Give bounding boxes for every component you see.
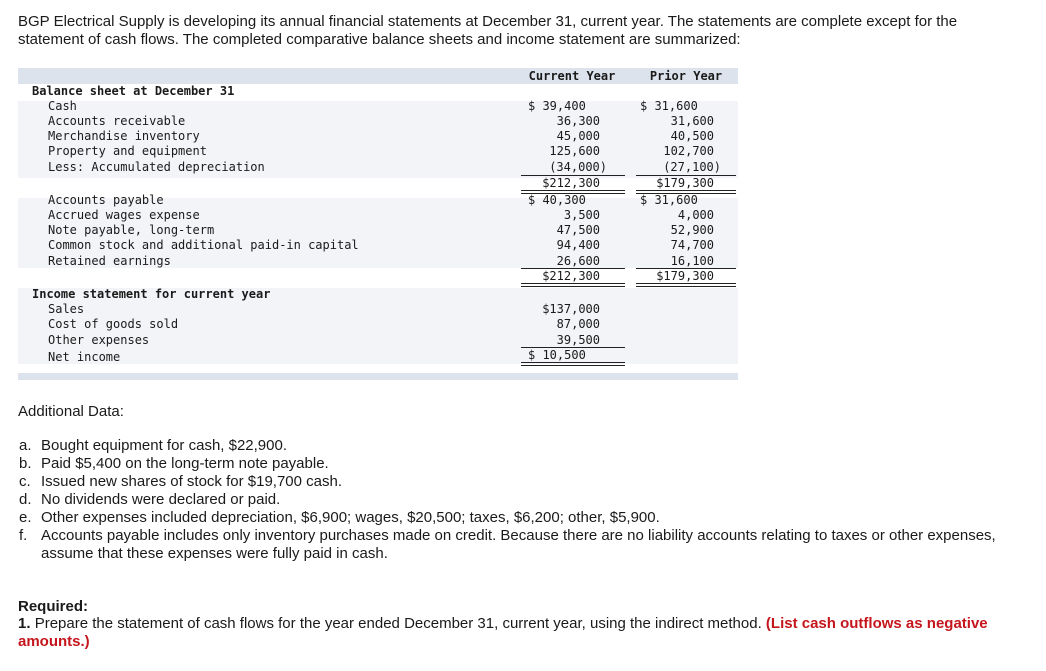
list-item: d. No dividends were declared or paid. — [19, 491, 281, 508]
row-label-cogs: Cost of goods sold — [48, 317, 179, 331]
row-label-accounts-receivable: Accounts receivable — [48, 114, 186, 128]
value-re-current: 26,600 — [556, 254, 600, 268]
row-label-other-expenses: Other expenses — [48, 333, 150, 347]
list-item: a. Bought equipment for cash, $22,900. — [19, 437, 288, 454]
list-item: f. Accounts payable includes only inventory purchases made on credit. Because there are no liability accounts relating to taxes or other expenses, assume that these expenses were fully paid in cash. — [19, 527, 996, 562]
value-ppe-prior: 102,700 — [663, 144, 714, 158]
value-total-liabilities-prior: $179,300 — [656, 269, 714, 283]
table-header-band — [18, 68, 738, 84]
value-total-liabilities-current: $212,300 — [542, 269, 600, 283]
list-item: b. Paid $5,400 on the long-term note payable. — [19, 455, 329, 472]
value-re-prior: 16,100 — [670, 254, 714, 268]
balance-sheet-heading: Balance sheet at December 31 — [32, 84, 235, 98]
total-double-rule — [521, 283, 625, 287]
additional-data-list — [18, 437, 1018, 563]
value-ar-prior: 31,600 — [670, 114, 714, 128]
value-wages-current: 3,500 — [563, 208, 600, 222]
value-ap-prior: $ 31,600 — [640, 193, 698, 207]
value-other-expenses: 39,500 — [556, 333, 600, 347]
row-label-net-income: Net income — [48, 350, 121, 364]
column-header-current-year: Current Year — [528, 69, 616, 83]
total-double-rule — [636, 283, 736, 287]
row-label-common-stock: Common stock and additional paid-in capital — [48, 238, 359, 252]
value-accum-dep-prior: (27,100) — [663, 160, 721, 174]
value-stock-current: 94,400 — [556, 238, 600, 252]
table-footer-band — [18, 373, 738, 380]
row-label-accrued-wages: Accrued wages expense — [48, 208, 200, 222]
value-wages-prior: 4,000 — [677, 208, 714, 222]
value-ppe-current: 125,600 — [549, 144, 600, 158]
value-cash-prior: $ 31,600 — [640, 99, 698, 113]
row-label-accumulated-depreciation: Less: Accumulated depreciation — [48, 160, 265, 174]
value-ar-current: 36,300 — [556, 114, 600, 128]
value-net-income: $ 10,500 — [528, 348, 586, 362]
total-double-rule — [521, 362, 625, 366]
list-item: c. Issued new shares of stock for $19,700 cash. — [19, 473, 343, 490]
required-number: 1. — [18, 615, 31, 632]
value-total-assets-current: $212,300 — [542, 176, 600, 190]
value-inventory-current: 45,000 — [556, 129, 600, 143]
row-label-cash: Cash — [48, 99, 77, 113]
row-label-sales: Sales — [48, 302, 85, 316]
value-accum-dep-current: (34,000) — [549, 160, 607, 174]
required-note: (List cash outflows as negative amounts.) — [18, 615, 988, 650]
income-statement-heading: Income statement for current year — [32, 287, 271, 301]
additional-data-title: Additional Data: — [18, 403, 124, 420]
row-label-property-equipment: Property and equipment — [48, 144, 207, 158]
value-cogs: 87,000 — [556, 317, 600, 331]
value-note-current: 47,500 — [556, 223, 600, 237]
value-inventory-prior: 40,500 — [670, 129, 714, 143]
column-header-prior-year: Prior Year — [649, 69, 723, 83]
value-sales: $137,000 — [542, 302, 600, 316]
value-ap-current: $ 40,300 — [528, 193, 586, 207]
list-item: e. Other expenses included depreciation, $6,900; wages, $20,500; taxes, $6,200; other, $5,900. — [19, 509, 660, 526]
value-total-assets-prior: $179,300 — [656, 176, 714, 190]
row-label-retained-earnings: Retained earnings — [48, 254, 171, 268]
intro-paragraph: BGP Electrical Supply is developing its annual financial statements at December 31, current year. The statements are complete except for the statement of cash flows. The completed comparative balance sheets and income statement are summarized: — [18, 13, 958, 48]
required-title: Required: — [18, 598, 89, 615]
required-instruction — [18, 615, 1018, 651]
row-label-accounts-payable: Accounts payable — [48, 193, 164, 207]
row-label-note-payable: Note payable, long-term — [48, 223, 215, 237]
value-note-prior: 52,900 — [670, 223, 714, 237]
row-label-merchandise-inventory: Merchandise inventory — [48, 129, 200, 143]
value-cash-current: $ 39,400 — [528, 99, 586, 113]
required-text: Prepare the statement of cash flows for the year ended December 31, current year, using the indirect method. — [34, 615, 762, 632]
value-stock-prior: 74,700 — [670, 238, 714, 252]
